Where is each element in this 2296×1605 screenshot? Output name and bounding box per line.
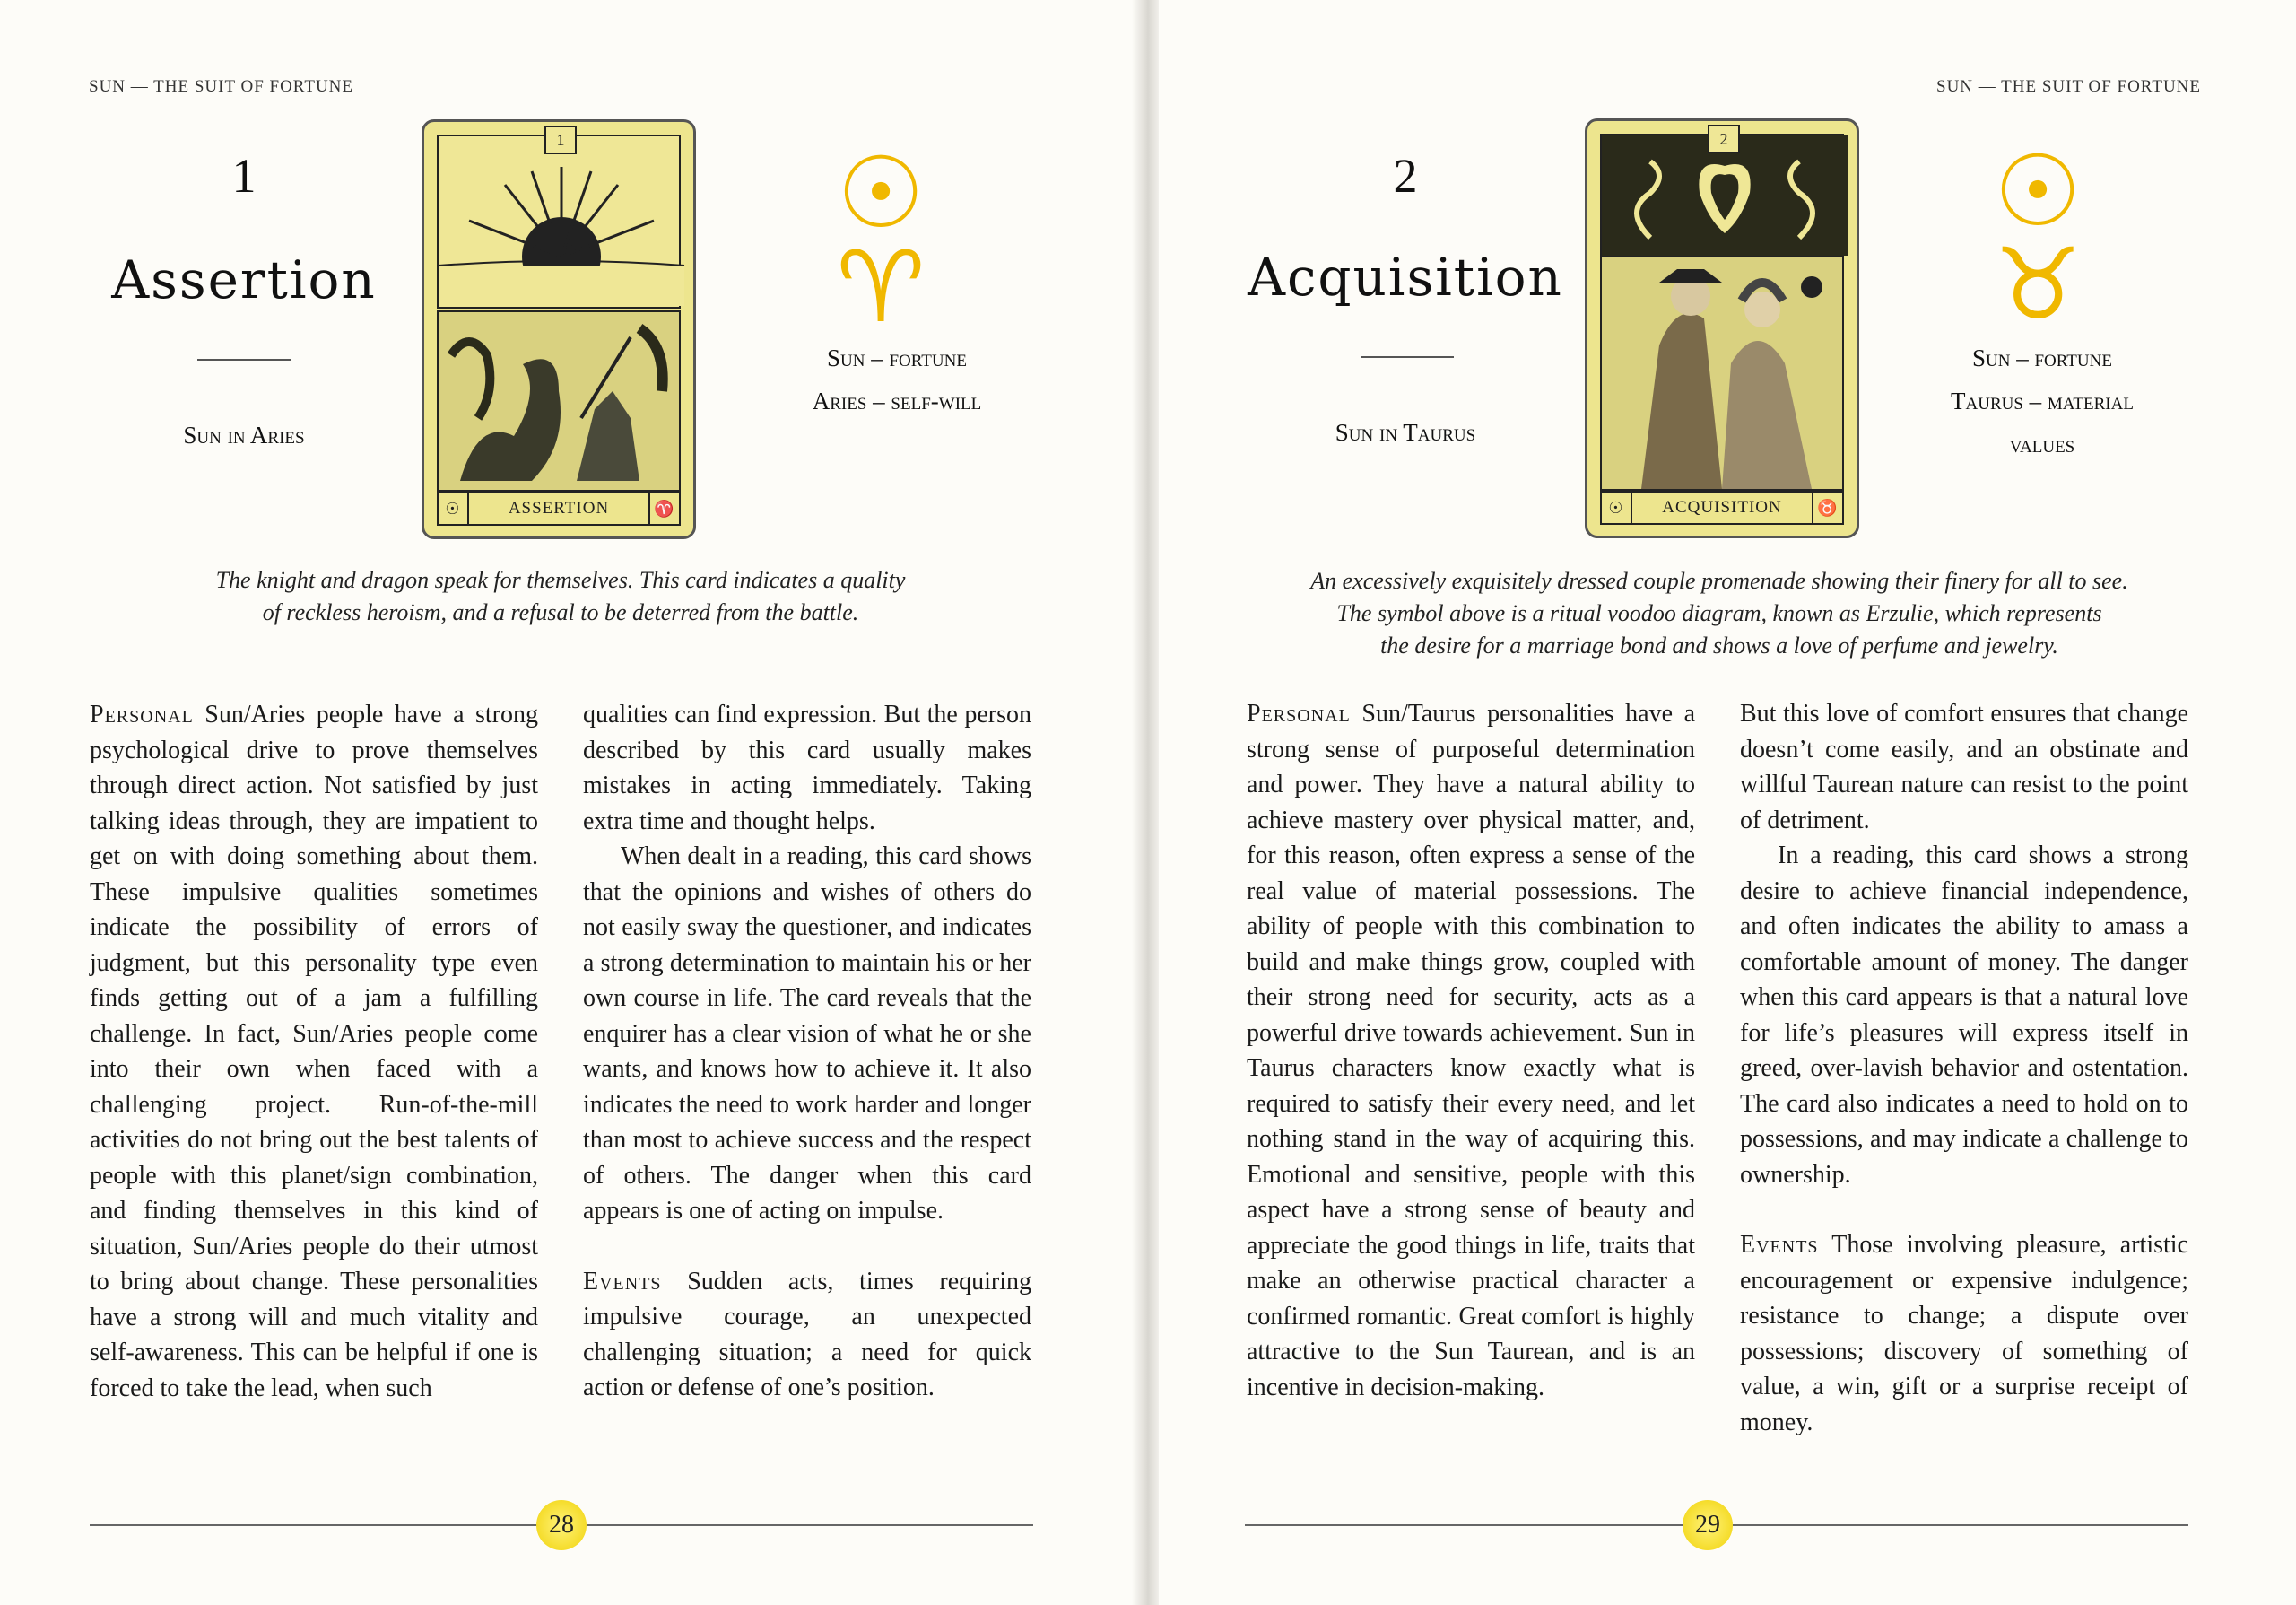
- planet-meta-line: Sun – fortune: [827, 345, 967, 371]
- card-title: Assertion: [111, 249, 377, 310]
- left-page: [0, 0, 1137, 1605]
- running-head: SUN — THE SUIT OF FORTUNE: [1936, 77, 2201, 96]
- running-head: SUN — THE SUIT OF FORTUNE: [89, 77, 353, 96]
- caption-line: The symbol above is a ritual voodoo diagram, known as Erzulie, which represents: [1336, 600, 2102, 626]
- planet-meta-line: Sun – fortune: [1972, 345, 2112, 371]
- card-caption: [99, 564, 1022, 629]
- section-heading-events: Events: [583, 1267, 662, 1295]
- section-heading-events: Events: [1740, 1231, 1819, 1259]
- sign-meta-line: Aries – self-will: [812, 388, 982, 414]
- aries-symbol-icon: ♈: [836, 230, 926, 345]
- page-number: 29: [1683, 1500, 1733, 1550]
- card-subtitle: Sun in Taurus: [1335, 419, 1476, 446]
- personal-text: Sun/Aries people have a strong psychological drive to prove themselves through direct action. Not satisfied by just talking ideas through, they are impatient to get on with doing something about them. These impulsive qualities sometimes indicate the possibility of errors of judgment, but this personality type even finds getting out of a jam a fulfilling challenge. In fact, Sun/Aries people come into their own when faced with a challenging project. Run-of-the-mill activities do not bring out the best talents of people with this planet/sign combination, and finding themselves in this kind of situation, Sun/Aries people do their utmost to bring about change. These personalities have a strong will and much vitality and self-awareness. This can be helpful if one is forced to take the lead, when such: [90, 701, 538, 1402]
- section-heading-personal: Personal: [90, 701, 194, 728]
- card-illustration: [1587, 121, 1859, 538]
- body-column-1: [90, 697, 538, 1406]
- paragraph: In a reading, this card shows a strong desire to achieve financial independence, and often indicates the ability to amass a comfortable amount of money. The danger when this card appears is that a natural love for life’s pleasures will express itself in greed, over-lavish behavior and ostentation. The card also indicates a need to hold on to possessions, and may indicate a challenge to ownership.: [1740, 842, 2188, 1189]
- planet-meta: [1890, 336, 2195, 466]
- body-column-2: [1740, 696, 2188, 1440]
- sun-symbol-icon: ☉: [836, 135, 926, 250]
- card-title: Acquisition: [1248, 247, 1563, 308]
- personal-text: Sun/Taurus personalities have a strong sense of purposeful determination and power. They have a natural ability to achieve mastery over physical matter, and, for this reason, often express a sense of the real value of material possessions. The ability of people with this combination to build and make things grow, coupled with their strong need for security, acts as a powerful drive towards achievement. Sun in Taurus characters know exactly what is required to satisfy their every need, and let nothing stand in the way of acquiring this. Emotional and sensitive, people with this aspect have a strong sense of beauty and appreciate the good things in life, traits that make an otherwise practical character a confirmed romantic. Great comfort is highly attractive to the Sun Taurean, and is an incentive in decision-making.: [1247, 700, 1695, 1401]
- card-illustration: [424, 122, 696, 539]
- card-name-text: ACQUISITION: [1662, 498, 1782, 517]
- section-heading-personal: Personal: [1247, 700, 1351, 728]
- sun-symbol-icon: ☉: [1993, 134, 2083, 249]
- title-divider: [197, 359, 291, 361]
- taurus-symbol-icon: ♉: [1993, 227, 2083, 342]
- tarot-card-image: [1585, 118, 1859, 538]
- card-subtitle: Sun in Aries: [183, 422, 305, 449]
- card-name-label: [1600, 491, 1844, 525]
- caption-line: The knight and dragon speak for themselves. This card indicates a quality: [215, 567, 906, 593]
- card-number: 1: [231, 149, 257, 203]
- page-number: 28: [536, 1500, 587, 1550]
- sun-glyph-icon: ☉: [1602, 493, 1632, 523]
- card-caption: [1244, 565, 2195, 662]
- card-badge-number: 1: [544, 126, 577, 154]
- sign-meta-line: Taurus – material: [1951, 388, 2134, 414]
- paragraph: When dealt in a reading, this card shows that the opinions and wishes of others do not easily sway the questioner, and indicates a strong determination to maintain his or her own course in life. The card reveals that the enquirer has a clear vision of what he or she wants, and knows how to achieve it. It also indicates the need to work harder and longer than most to achieve success and the respect of others. The danger when this card appears is one of acting on impulse.: [583, 842, 1031, 1225]
- caption-line: the desire for a marriage bond and shows a love of perfume and jewelry.: [1380, 632, 2058, 659]
- card-badge-number: 2: [1708, 125, 1740, 153]
- card-name-text: ASSERTION: [508, 499, 610, 518]
- planet-meta: [744, 336, 1049, 423]
- card-number: 2: [1393, 149, 1418, 203]
- events-text: Sudden acts, times requiring impulsive courage, an unexpected challenging situation; a need for quick action or defense of one’s position.: [583, 1267, 1031, 1401]
- paragraph: But this love of comfort ensures that change doesn’t come easily, and an obstinate and willful Taurean nature can resist to the point of detriment.: [1740, 700, 2188, 834]
- tarot-card-image: [422, 119, 696, 539]
- caption-line: of reckless heroism, and a refusal to be deterred from the battle.: [262, 599, 859, 625]
- sun-glyph-icon: ☉: [439, 493, 469, 524]
- title-divider: [1361, 356, 1454, 358]
- events-text: Those involving pleasure, artistic encouragement or expensive indulgence; resistance to change; a dispute over possessions; discovery of something of value, a win, gift or a surprise receipt of money.: [1740, 1231, 2188, 1436]
- caption-line: An excessively exquisitely dressed couple promenade showing their finery for all to see.: [1310, 568, 2128, 594]
- body-column-2: [583, 697, 1031, 1406]
- aries-glyph-icon: ♈: [648, 493, 679, 524]
- paragraph: qualities can find expression. But the person described by this card usually makes mistakes in acting immediately. Taking extra time and thought helps.: [583, 701, 1031, 835]
- right-page: [1159, 0, 2296, 1605]
- body-column-1: [1247, 696, 1695, 1405]
- card-name-label: [437, 492, 681, 526]
- taurus-glyph-icon: ♉: [1812, 493, 1842, 523]
- sign-meta-line-cont: values: [2009, 431, 2075, 458]
